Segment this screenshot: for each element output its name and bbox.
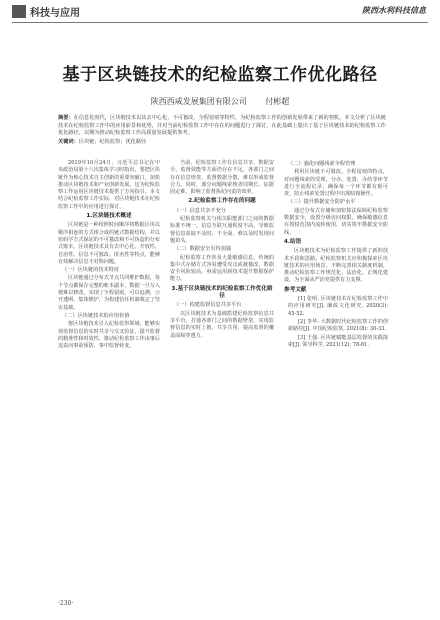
author-line xyxy=(0,96,440,107)
body-column-3 xyxy=(284,160,388,350)
section-heading: 2.纪检监察工作存在的问题 xyxy=(188,198,256,205)
subsection-heading: （三）提升数据安全防护水平 xyxy=(288,199,356,206)
body-paragraph: 区块链是一种按照时间顺序将数据区块以顺序相连的方式组合成的链式数据结构，并以密码学方式保证的不可篡改和不可伪造的分布式账本。区块链技术具有去中心化、开放性、自治性、信息不可篡改、匿名性等特点，能够有效解决信息不对称问题。 xyxy=(58,222,160,265)
subsection-heading: （二）强化问题线索全程管理 xyxy=(288,161,356,167)
body-paragraph: 纪检监察工作涉及大量敏感信息，传统的集中式存储方式容易遭受攻击或被篡改，数据安全风险较高，亟需运用新技术提升数据保护能力。 xyxy=(170,254,274,283)
abstract-label: 摘要： xyxy=(58,115,74,121)
reference-item: [2] 李华. 大数据时代纪检监察工作的创新路径[J]. 中国纪检监察, 2021(8): 30-33. xyxy=(288,318,388,333)
abstract-text: 在信息化时代，区块链技术以其去中心化、不可篡改、全程留痕等特性，为纪检监察工作的创新发展带来了新的契机。本文分析了区块链技术在纪检监察工作中的应用前景和优势，并对当前纪检监察工作中存在的问题进行了探讨，在此基础上提出了基于区块链技术的纪检监察工作优化路径，以期为推动纪检监察工作高质量发展提供参考。 xyxy=(58,115,386,137)
subsection-heading: （二）区块链技术的应用价值 xyxy=(62,312,130,319)
section-heading: 4.结语 xyxy=(284,238,302,245)
subsection-heading: （二）数据安全有待加强 xyxy=(174,246,232,253)
body-paragraph: 利用区块链不可篡改、全程留痕的特点，对问题线索的受理、分办、处置、办结等环节进行全流程记录，确保每一个环节都有据可查，防止线索处置过程中出现暗箱操作。 xyxy=(284,169,388,198)
keywords-label: 关键词： xyxy=(58,138,79,145)
body-paragraph: 以区块链技术为基础搭建纪检监察信息共享平台，打通各部门之间的数据壁垒，实现监督信息的实时上链、共享共用，提高监督的覆盖面和穿透力。 xyxy=(170,310,274,339)
body-paragraph: 纪检监察机关与相关职能部门之间的数据标准不统一，信息互联互通程度不高，导致监督信息获取不及时、不全面，难以及时发现问题苗头。 xyxy=(170,216,274,244)
section-heading: 3.基于区块链技术的纪检监察工作优化路径 xyxy=(171,285,273,300)
body-paragraph: 2019年10月24日，习近平总书记在中央政治局第十八次集体学习时指出，要把区块链作为核心技术自主创新的重要突破口，加快推动区块链技术和产业创新发展。这为纪检监察工作运用区块链技术提供了方向指引。本文结合纪检监察工作实际，对区块链技术在纪检监察工作中的应用进行探讨。 xyxy=(58,160,160,210)
references-heading: 参考文献 xyxy=(284,286,307,293)
body-paragraph: 将区块链技术引入纪检监察领域，能够实现监督信息的实时共享与交叉验证，提升监督的精准性和时效性，推动纪检监察工作由事后追责向事前预防、事中监督转变。 xyxy=(58,321,160,350)
body-column-2 xyxy=(170,160,274,341)
body-paragraph: 当前，纪检监察工作在信息共享、数据安全、监督效能等方面仍存在不足，各部门之间存在信息壁垒，监督数据分散，难以形成监督合力。同时，部分问题线索核查周期长、证据固定难，影响了监督执纪问责的效率。 xyxy=(170,160,274,196)
body-paragraph: 通过分布式存储和加密算法保障纪检监察数据安全，设置分级访问权限，确保敏感信息在授权范围内流转使用，切实筑牢数据安全防线。 xyxy=(284,207,388,236)
header-marker xyxy=(12,5,26,18)
section-heading: 1.区块链技术概述 xyxy=(86,213,132,220)
abstract-paragraph xyxy=(58,115,386,138)
reference-item: [3] 王强. 区块链赋能基层监督的实践探索[J]. 领导科学, 2021(12): 78-81. xyxy=(288,334,388,348)
subsection-heading: （一）构建监督信息共享平台 xyxy=(174,302,242,309)
article-title: 基于区块链技术的纪检监察工作优化路径 xyxy=(62,65,378,85)
page-number: ·230· xyxy=(58,600,74,607)
subsection-heading: （一）区块链的技术特征 xyxy=(62,267,120,274)
reference-item: [1] 张明. 区块链技术在纪检监察工作中的应用研究[J]. 廉政文化研究, 2020(3): 45-52. xyxy=(288,296,388,317)
body-paragraph: 区块链通过分布式节点共同维护数据，每个节点都保存完整的账本副本，数据一旦写入便难以修改，实现了全程留痕、可以追溯、公开透明、集体维护，为构建信任机制奠定了坚实基础。 xyxy=(58,275,160,311)
subsection-heading: （一）信息共享不充分 xyxy=(174,207,226,214)
header-journal-name: 陕西水利科技信息 xyxy=(362,5,426,15)
body-paragraph: 区块链技术为纪检监察工作提供了新的技术手段和思路。纪检监察机关应积极探索区块链技术的应用场景，不断完善相关制度机制，推动纪检监察工作规范化、法治化、正规化建设，为全面从严治党提供有力支撑。 xyxy=(284,248,388,284)
author-name: 付彬超 xyxy=(265,97,290,106)
keywords-line xyxy=(58,139,386,147)
keywords-text: 区块链；纪检监察；优化路径 xyxy=(78,138,147,145)
header-section-label: 科技与应用 xyxy=(30,8,80,19)
author-affiliation: 陕西西咸发展集团有限公司 xyxy=(150,97,247,106)
header-divider xyxy=(12,22,428,23)
abstract-block xyxy=(58,115,386,146)
body-column-1 xyxy=(58,160,160,351)
page-header xyxy=(0,0,440,24)
